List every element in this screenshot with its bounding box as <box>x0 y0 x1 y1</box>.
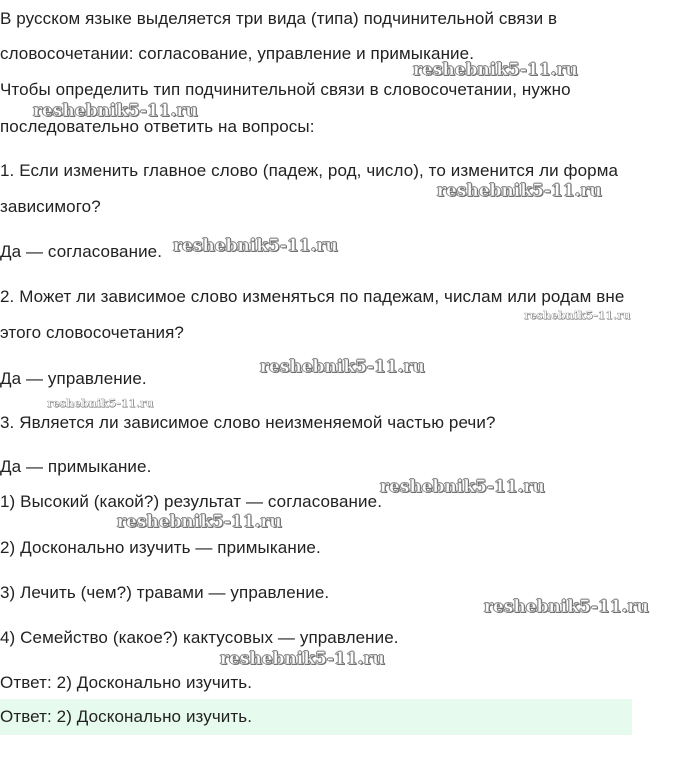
text-line: 2) Досконально изучить — примыкание. <box>0 538 321 557</box>
text-line: словосочетании: согласование, управление и примыкание. <box>0 44 475 63</box>
text-line: Да — примыкание. <box>0 457 152 476</box>
text-line: 3) Лечить (чем?) травами — управление. <box>0 583 330 602</box>
text-line: 3. Является ли зависимое слово неизменяемой частью речи? <box>0 413 496 432</box>
text-line: 1) Высокий (какой?) результат — согласование. <box>0 492 383 511</box>
text-line: Да — согласование. <box>0 242 163 261</box>
text-line: 4) Семейство (какое?) кактусовых — управление. <box>0 628 399 647</box>
watermark-logo: reshebnik5-11.ru <box>437 181 602 201</box>
watermark-logo: reshebnik5-11.ru <box>33 101 198 121</box>
answer-highlight-box <box>0 699 632 735</box>
text-line: зависимого? <box>0 197 101 216</box>
watermark-logo: reshebnik5-11.ru <box>380 477 545 497</box>
text-line: 2. Может ли зависимое слово изменяться по падежам, числам или родам вне <box>0 287 625 306</box>
text-line: В русском языке выделяется три вида (типа) подчинительной связи в <box>0 9 558 28</box>
text-line: Да — управление. <box>0 369 147 388</box>
text-line: этого словосочетания? <box>0 323 184 342</box>
text-line: Чтобы определить тип подчинительной связи в словосочетании, нужно <box>0 80 571 99</box>
text-line: Ответ: 2) Досконально изучить. <box>0 673 253 692</box>
watermark-logo: reshebnik5-11.ru <box>173 236 338 256</box>
text-line: 1. Если изменить главное слово (падеж, род, число), то изменится ли форма <box>0 161 619 180</box>
answer-text: Ответ: 2) Досконально изучить. <box>0 707 253 726</box>
text-line: последовательно ответить на вопросы: <box>0 117 315 136</box>
watermark-logo: reshebnik5-11.ru <box>260 357 425 377</box>
watermark-logo: reshebnik5-11.ru <box>47 397 154 410</box>
watermark-logo: reshebnik5-11.ru <box>484 597 649 617</box>
watermark-logo: reshebnik5-11.ru <box>220 649 385 669</box>
watermark-logo: reshebnik5-11.ru <box>413 60 578 80</box>
watermark-logo: reshebnik5-11.ru <box>524 309 631 322</box>
watermark-logo: reshebnik5-11.ru <box>117 512 282 532</box>
